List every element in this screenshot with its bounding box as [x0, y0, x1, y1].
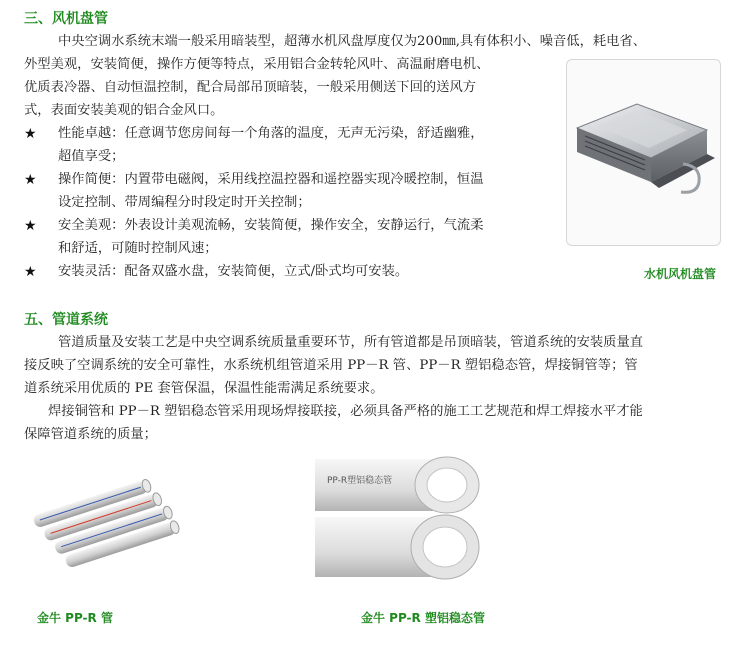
- paragraph-line: 焊接铜管和 PP－R 塑铝稳态管采用现场焊接联接，必须具备严格的施工工艺规范和焊工焊接水平才能: [48, 404, 643, 419]
- paragraph-line: 接反映了空调系统的安全可靠性，水系统机组管道采用 PP－R 管、PP－R 塑铝稳态管，焊接铜管等；管: [24, 358, 638, 373]
- ppr-aluminum-pipes-image: [315, 455, 495, 590]
- section-heading-pipe-system: 五、管道系统: [24, 312, 108, 328]
- paragraph-line: 保障管道系统的质量；: [24, 427, 157, 442]
- fan-coil-photo-frame: [566, 59, 721, 246]
- ppr-pipe-caption: 金牛 PP-R 管: [37, 611, 113, 625]
- ppr-aluminum-pipe-caption: 金牛 PP-R 塑铝稳态管: [361, 611, 485, 625]
- feature-line: 性能卓越：任意调节您房间每一个角落的温度，无声无污染，舒适幽雅，: [58, 126, 484, 141]
- paragraph-line: 优质表冷器、自动恒温控制，配合局部吊顶暗装，一般采用侧送下回的送风方: [24, 80, 477, 95]
- feature-line: 设定控制、带周编程分时段定时开关控制；: [58, 195, 311, 210]
- paragraph-line: 中央空调水系统末端一般采用暗装型，超薄水机风盘厚度仅为200㎜,具有体积小、噪音低，耗电省、: [58, 34, 647, 49]
- star-bullet-icon: ★: [24, 218, 37, 234]
- fan-coil-caption: 水机风机盘管: [644, 267, 717, 281]
- feature-line: 操作简便：内置带电磁阀，采用线控温控器和遥控器实现冷暖控制，恒温: [58, 172, 484, 187]
- star-bullet-icon: ★: [24, 172, 37, 188]
- star-bullet-icon: ★: [24, 264, 37, 280]
- paragraph-line: 道系统采用优质的 PE 套管保温，保温性能需满足系统要求。: [24, 381, 384, 396]
- paragraph-line: 外型美观，安装简便，操作方便等特点，采用铝合金转轮风叶、高温耐磨电机、: [24, 57, 490, 72]
- section-heading-fan-coil: 三、风机盘管: [24, 11, 108, 27]
- paragraph-line: 管道质量及安装工艺是中央空调系统质量重要环节，所有管道都是吊顶暗装，管道系统的安装质量直: [58, 335, 644, 350]
- ppr-pipes-image: [30, 478, 180, 568]
- feature-line: 安全美观：外表设计美观流畅，安装简便，操作安全，安静运行，气流柔: [58, 218, 484, 233]
- fan-coil-unit-image: [567, 60, 720, 245]
- paragraph-line: 式，表面安装美观的铝合金风口。: [24, 103, 224, 118]
- feature-line: 安装灵活：配备双盛水盘，安装简便，立式/卧式均可安装。: [58, 264, 409, 279]
- pipe-print-text: PP-R塑铝稳态管: [327, 476, 393, 486]
- feature-line: 和舒适，可随时控制风速；: [58, 241, 218, 256]
- feature-line: 超值享受；: [58, 149, 125, 164]
- star-bullet-icon: ★: [24, 126, 37, 142]
